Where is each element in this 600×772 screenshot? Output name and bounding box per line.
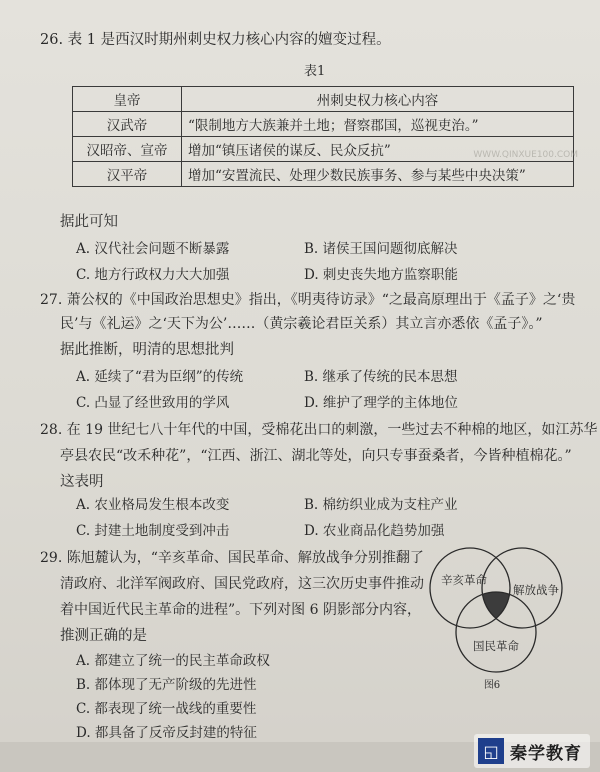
table-cell-emperor: 汉平帝: [73, 162, 182, 187]
q29-option-a[interactable]: A. 都建立了统一的民主革命政权: [76, 653, 270, 669]
table1: [72, 86, 574, 187]
table-cell-content: 增加“安置流民、处理少数民族事务、参与某些中央决策”: [182, 162, 574, 187]
q29-option-d[interactable]: D. 都具备了反帝反封建的特征: [76, 725, 257, 741]
table-cell-content: 增加“镇压诸侯的谋反、民众反抗”: [182, 137, 574, 162]
brand-logo: [474, 734, 590, 768]
q27-option-b[interactable]: B. 继承了传统的民本思想: [304, 369, 458, 385]
q29-stem-line-3: 着中国近代民主革命的进程”。下列对图 6 阴影部分内容，: [60, 602, 421, 618]
q28-option-b[interactable]: B. 棉纺织业成为支柱产业: [304, 497, 458, 513]
table-header-row: [73, 87, 574, 112]
q28-stem-line-2: 亭县农民“改禾种花”，“江西、浙江、湖北等处，向只专事蚕桑者，今皆种植棉花。”: [60, 448, 572, 464]
q28-option-c[interactable]: C. 封建土地制度受到冲击: [76, 523, 230, 539]
q27-option-a[interactable]: A. 延续了“君为臣纲”的传统: [76, 369, 244, 385]
q26-option-d[interactable]: D. 刺史丧失地方监察职能: [304, 267, 458, 283]
table-header-emperor: 皇帝: [73, 87, 182, 112]
venn-label-liberation: 解放战争: [513, 583, 559, 597]
table-cell-emperor: 汉武帝: [73, 112, 182, 137]
table1-caption: 表1: [304, 64, 326, 79]
venn-label-national: 国民革命: [473, 639, 519, 653]
table-row: [73, 162, 574, 187]
table-cell-content: “限制地方大族兼并土地；督察郡国，巡视吏治。”: [182, 112, 574, 137]
figure6-caption: 图6: [483, 680, 501, 690]
table-cell-emperor: 汉昭帝、宣帝: [73, 137, 182, 162]
q29-stem-line-4: 推测正确的是: [60, 628, 147, 644]
q26-option-c[interactable]: C. 地方行政权力大大加强: [76, 267, 230, 283]
q27-stem-line-1: 27. 萧公权的《中国政治思想史》指出，《明夷待访录》“之最高原理出于《孟子》之‘贵: [40, 292, 576, 308]
table-row: [73, 112, 574, 137]
venn-circle-xinhai: [430, 548, 510, 628]
table-header-content: 州刺史权力核心内容: [182, 87, 574, 112]
q29-stem-line-1: 29. 陈旭麓认为，“辛亥革命、国民革命、解放战争分别推翻了: [40, 550, 424, 566]
site-watermark: WWW.QINXUE100.COM: [473, 150, 578, 160]
q27-option-c[interactable]: C. 凸显了经世致用的学风: [76, 395, 230, 411]
q28-option-a[interactable]: A. 农业格局发生根本改变: [76, 497, 230, 513]
logo-mark-icon: ◱: [478, 738, 504, 764]
q26-option-a[interactable]: A. 汉代社会问题不断暴露: [76, 241, 230, 257]
logo-text: 秦学教育: [510, 743, 582, 764]
q27-option-d[interactable]: D. 维护了理学的主体地位: [304, 395, 458, 411]
q26-option-b[interactable]: B. 诸侯王国问题彻底解决: [304, 241, 458, 257]
q26-lead: 据此可知: [60, 214, 118, 230]
q27-stem-line-2: 民’与《礼运》之‘天下为公’……（黄宗羲论君臣关系）其立言亦悉依《孟子》。”: [60, 316, 543, 332]
q29-option-c[interactable]: C. 都表现了统一战线的重要性: [76, 701, 257, 717]
venn-diagram: [418, 538, 578, 690]
q29-stem-line-2: 清政府、北洋军阀政府、国民党政府，这三次历史事件推动: [60, 576, 424, 592]
q28-option-d[interactable]: D. 农业商品化趋势加强: [304, 523, 445, 539]
q29-option-b[interactable]: B. 都体现了无产阶级的先进性: [76, 677, 257, 693]
q26-stem: 26. 表 1 是西汉时期州刺史权力核心内容的嬗变过程。: [40, 32, 391, 48]
q28-stem-line-1: 28. 在 19 世纪七八十年代的中国，受棉花出口的刺激，一些过去不种棉的地区，如江苏华: [40, 422, 598, 438]
q27-stem-line-3: 据此推断，明清的思想批判: [60, 342, 234, 358]
q28-stem-line-3: 这表明: [60, 474, 104, 490]
venn-label-xinhai: 辛亥革命: [441, 573, 487, 587]
